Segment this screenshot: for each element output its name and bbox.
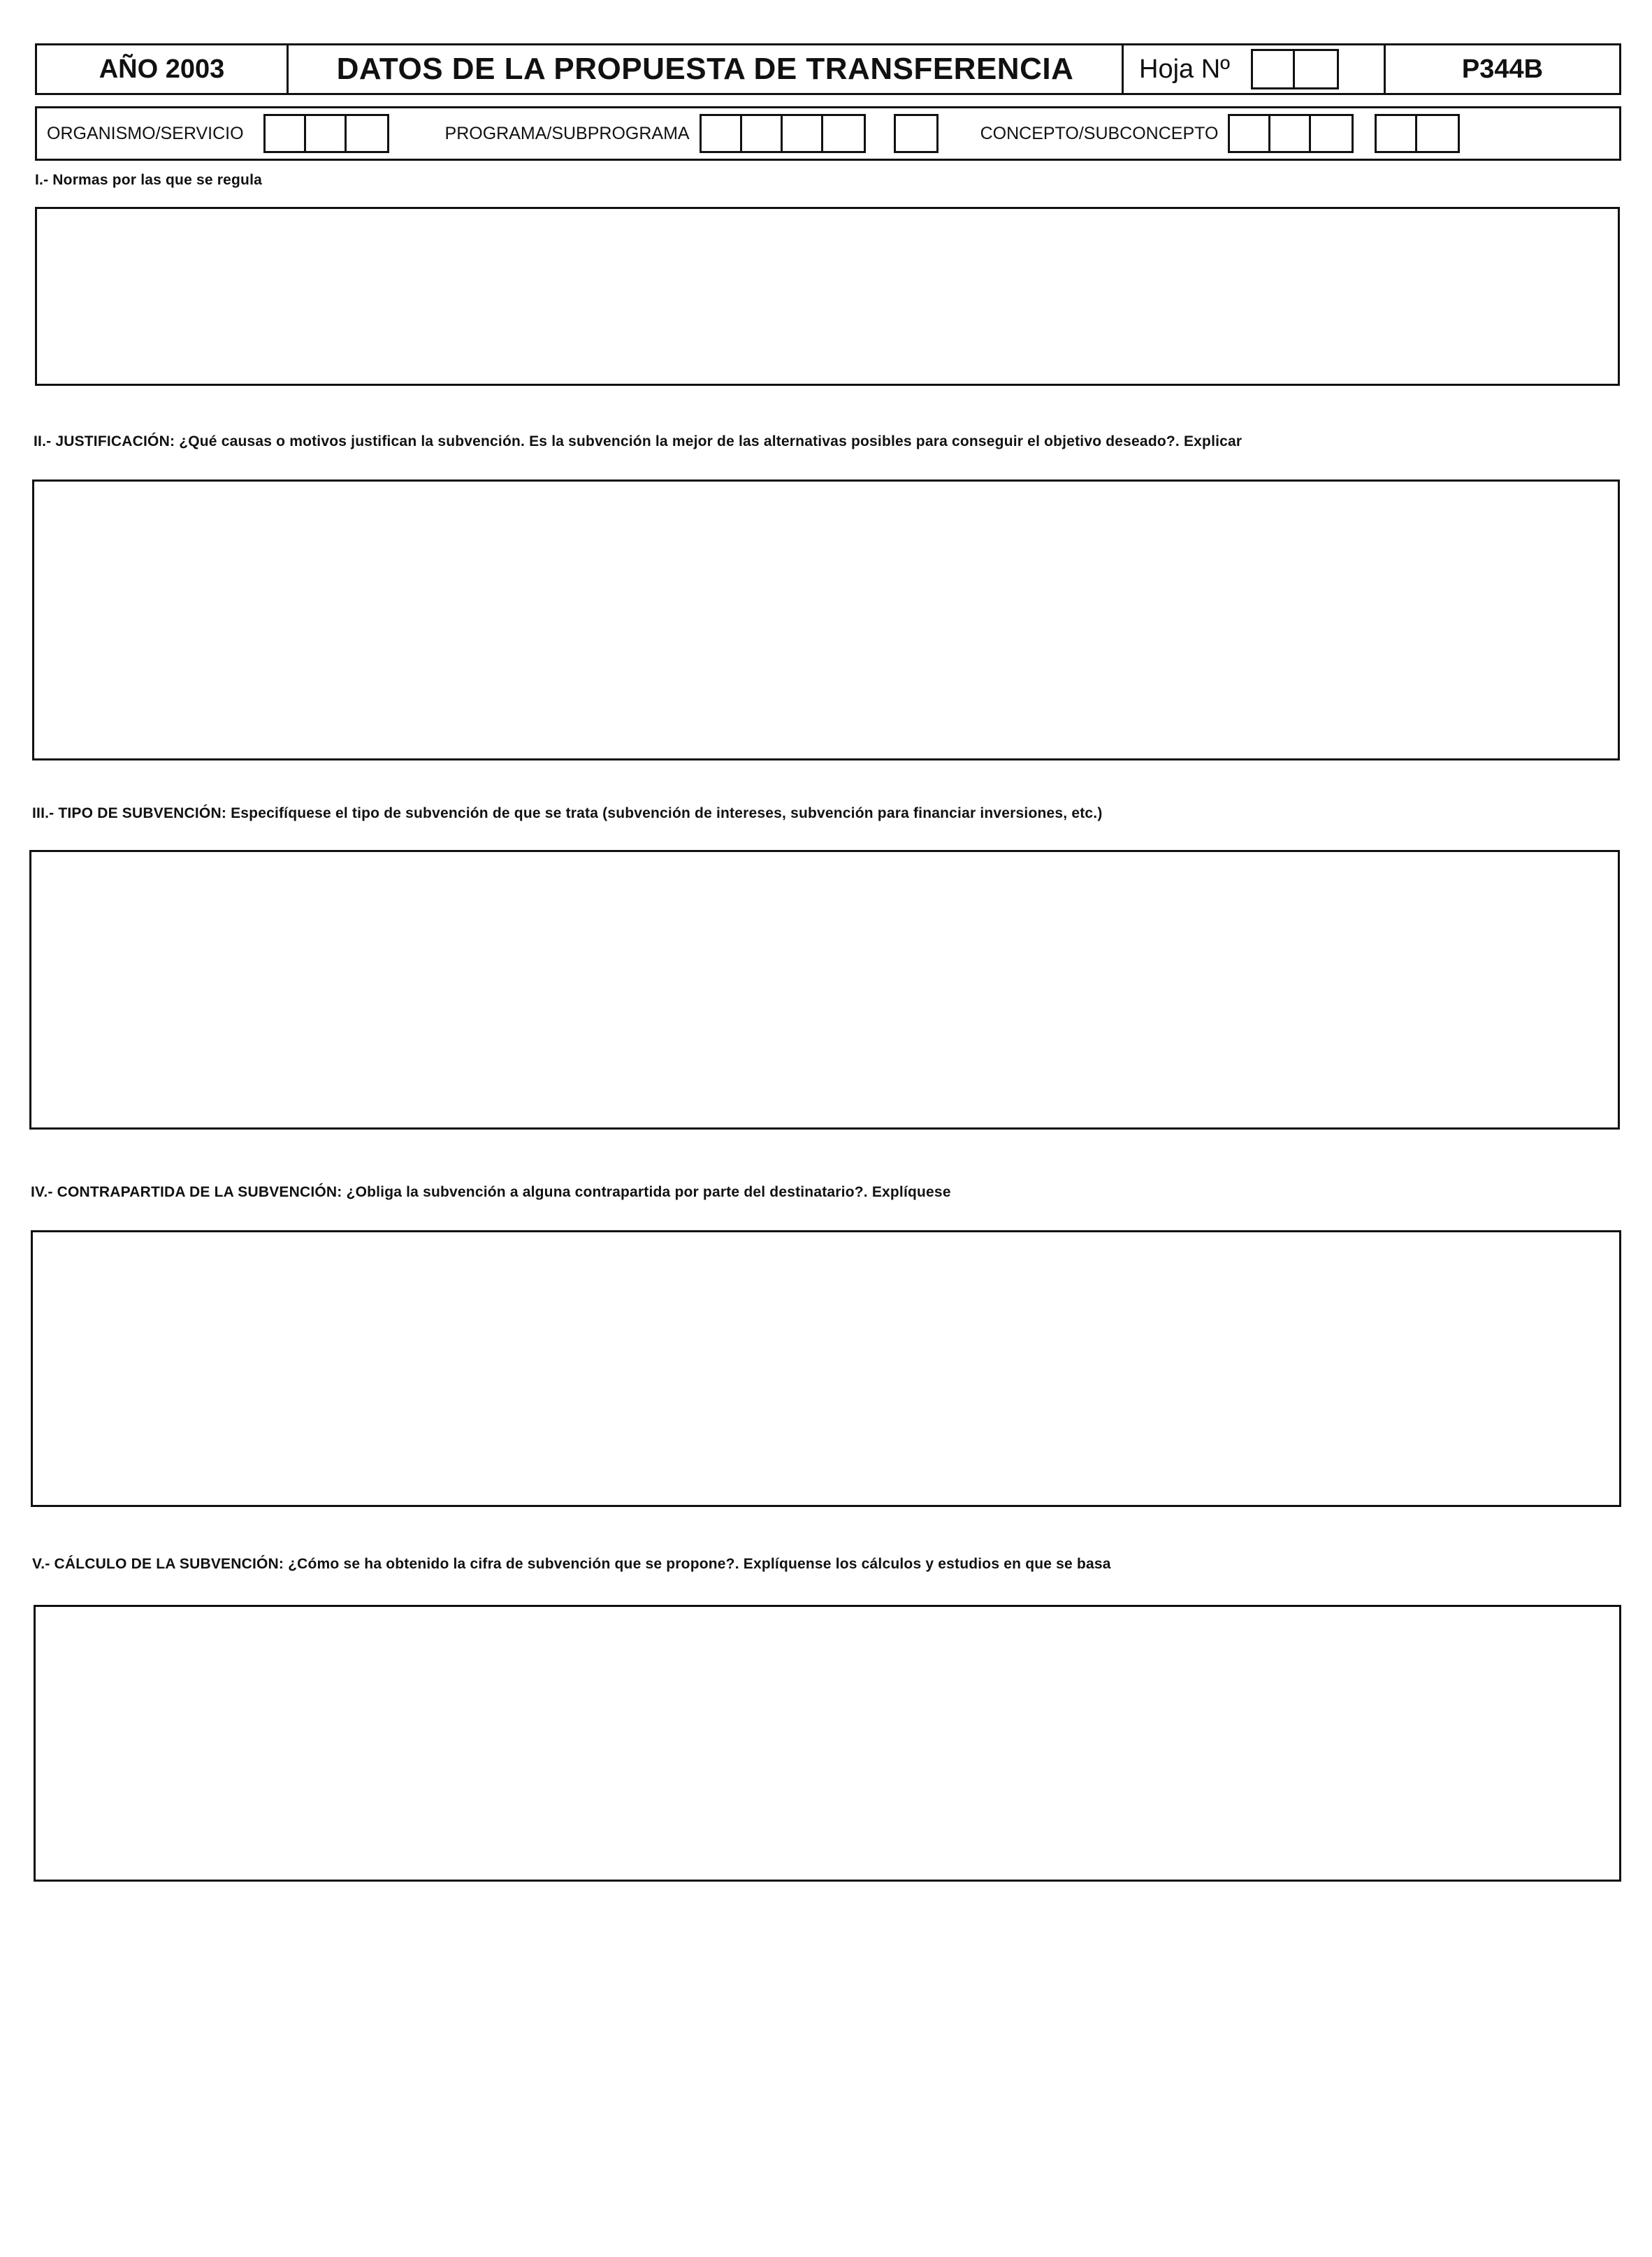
organismo-digit-box[interactable]	[306, 116, 347, 151]
year-label: AÑO 2003	[37, 45, 289, 93]
concepto-field[interactable]	[1228, 114, 1354, 153]
programa-digit-box[interactable]	[702, 116, 742, 151]
concepto-digit-box[interactable]	[1270, 116, 1311, 151]
section-4-heading	[31, 1184, 951, 1201]
section-3-question: Especifíquese el tipo de subvención de que se trata (subvención de intereses, subvención para financiar inversiones, etc.)	[231, 805, 1103, 821]
section-3-title: III.- TIPO DE SUBVENCIÓN:	[32, 805, 227, 821]
section-4-title: IV.- CONTRAPARTIDA DE LA SUBVENCIÓN:	[31, 1184, 342, 1200]
programa-digit-box[interactable]	[742, 116, 783, 151]
subconcepto-digit-box[interactable]	[1377, 116, 1417, 151]
section-2-answer-box[interactable]	[32, 479, 1620, 760]
section-1-heading	[35, 172, 262, 189]
subconcepto-digit-box[interactable]	[1417, 116, 1458, 151]
section-5-question: ¿Cómo se ha obtenido la cifra de subvención que se propone?. Explíquense los cálculos y estudios en que se basa	[288, 1556, 1111, 1572]
organismo-field[interactable]	[263, 114, 389, 153]
section-5-heading	[32, 1556, 1111, 1573]
section-2-question: ¿Qué causas o motivos justifican la subvención. Es la subvención la mejor de las alternativas posibles para conseguir el objetivo deseado?. Explicar	[179, 433, 1242, 449]
section-1-answer-box[interactable]	[35, 207, 1620, 386]
sheet-number-label: Hoja Nº	[1139, 54, 1231, 84]
organismo-label: ORGANISMO/SERVICIO	[47, 123, 244, 143]
programa-digit-box[interactable]	[823, 116, 864, 151]
subconcepto-field[interactable]	[1375, 114, 1460, 153]
section-3-heading	[32, 805, 1103, 822]
section-2-heading	[34, 433, 1242, 450]
organismo-digit-box[interactable]	[347, 116, 387, 151]
concepto-label: CONCEPTO/SUBCONCEPTO	[980, 123, 1219, 143]
section-3-answer-box[interactable]	[29, 850, 1620, 1130]
sheet-digit-box[interactable]	[1253, 51, 1295, 87]
section-2-title: II.- JUSTIFICACIÓN:	[34, 433, 175, 449]
programa-digit-box[interactable]	[783, 116, 823, 151]
programa-label: PROGRAMA/SUBPROGRAMA	[444, 123, 690, 143]
section-4-question: ¿Obliga la subvención a alguna contrapartida por parte del destinatario?. Explíquese	[346, 1184, 951, 1200]
section-4-answer-box[interactable]	[31, 1230, 1621, 1507]
section-5-title: V.- CÁLCULO DE LA SUBVENCIÓN:	[32, 1556, 284, 1572]
form-code: P344B	[1461, 54, 1544, 84]
programa-field[interactable]	[700, 114, 866, 153]
sheet-number-cell	[1124, 45, 1386, 93]
organismo-digit-box[interactable]	[266, 116, 306, 151]
form-header	[35, 43, 1621, 95]
section-1-title: I.- Normas por las que se regula	[35, 172, 262, 188]
sheet-digit-box[interactable]	[1295, 51, 1337, 87]
classification-row	[35, 106, 1621, 161]
sheet-number-field[interactable]	[1251, 49, 1339, 89]
form-title: DATOS DE LA PROPUESTA DE TRANSFERENCIA	[289, 45, 1124, 93]
subprograma-digit-box[interactable]	[896, 116, 936, 151]
concepto-digit-box[interactable]	[1311, 116, 1352, 151]
concepto-digit-box[interactable]	[1230, 116, 1270, 151]
section-5-answer-box[interactable]	[34, 1605, 1621, 1882]
subprograma-field[interactable]	[894, 114, 939, 153]
